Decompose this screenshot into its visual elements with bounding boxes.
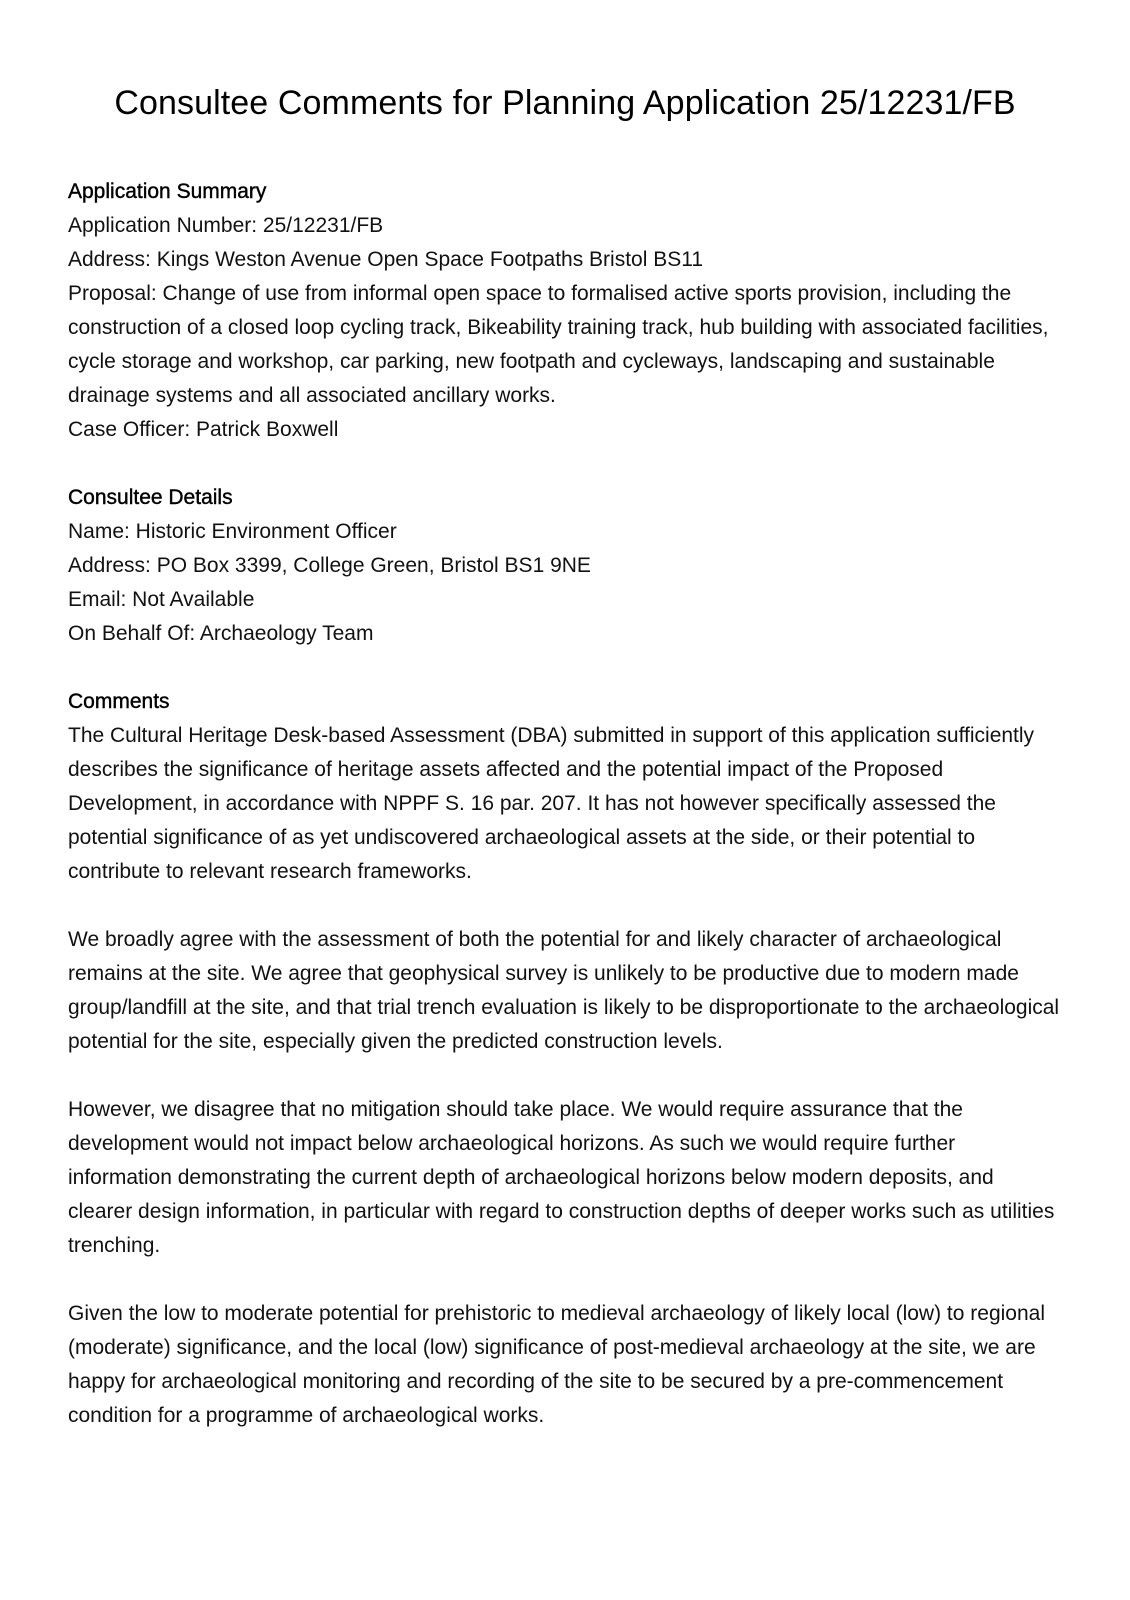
comment-paragraph: The Cultural Heritage Desk-based Assessment (DBA) submitted in support of this application sufficiently describes the significance of heritage assets affected and the potential impact of the Proposed Development, in accordance with NPPF S. 16 par. 207. It has not however specifically assessed the potential significance of as yet undiscovered archaeological assets at the side, or their potential to contribute to relevant research frameworks. xyxy=(68,724,1035,883)
page-title: Consultee Comments for Planning Application 25/12231/FB xyxy=(114,84,1016,122)
comments-heading: Comments xyxy=(68,690,170,713)
consultee-on-behalf-of: On Behalf Of: Archaeology Team xyxy=(68,622,374,645)
consultee-details-heading: Consultee Details xyxy=(68,486,233,509)
comment-paragraph: We broadly agree with the assessment of both the potential for and likely character of archaeological remains at the site. We agree that geophysical survey is unlikely to be productive due to modern made group/landfill at the site, and that trial trench evaluation is likely to be disproportionate to the archaeological potential for the site, especially given the predicted construction levels. xyxy=(68,928,1060,1053)
consultee-email: Email: Not Available xyxy=(68,588,255,611)
application-number: Application Number: 25/12231/FB xyxy=(68,214,384,237)
comments-section xyxy=(68,685,1062,1433)
application-proposal: Proposal: Change of use from informal open space to formalised active sports provision, including the construction of a closed loop cycling track, Bikeability training track, hub building with associated facilities, cycle storage and workshop, car parking, new footpath and cycleways, landscaping and sustainable drainage systems and all associated ancillary works. xyxy=(68,282,1049,407)
application-summary-section xyxy=(68,175,1062,447)
consultee-address: Address: PO Box 3399, College Green, Bristol BS1 9NE xyxy=(68,554,591,577)
comment-paragraph: Given the low to moderate potential for prehistoric to medieval archaeology of likely local (low) to regional (moderate) significance, and the local (low) significance of post-medieval archaeology at the site, we are happy for archaeological monitoring and recording of the site to be secured by a pre-commencement condition for a programme of archaeological works. xyxy=(68,1302,1045,1427)
application-address: Address: Kings Weston Avenue Open Space Footpaths Bristol BS11 xyxy=(68,248,704,271)
comment-paragraph: However, we disagree that no mitigation should take place. We would require assurance that the development would not impact below archaeological horizons. As such we would require further information demonstrating the current depth of archaeological horizons below modern deposits, and clearer design information, in particular with regard to construction depths of deeper works such as utilities trenching. xyxy=(68,1098,1055,1257)
application-summary-heading: Application Summary xyxy=(68,180,267,203)
consultee-name: Name: Historic Environment Officer xyxy=(68,520,397,543)
consultee-details-section xyxy=(68,481,1062,651)
case-officer: Case Officer: Patrick Boxwell xyxy=(68,418,339,441)
